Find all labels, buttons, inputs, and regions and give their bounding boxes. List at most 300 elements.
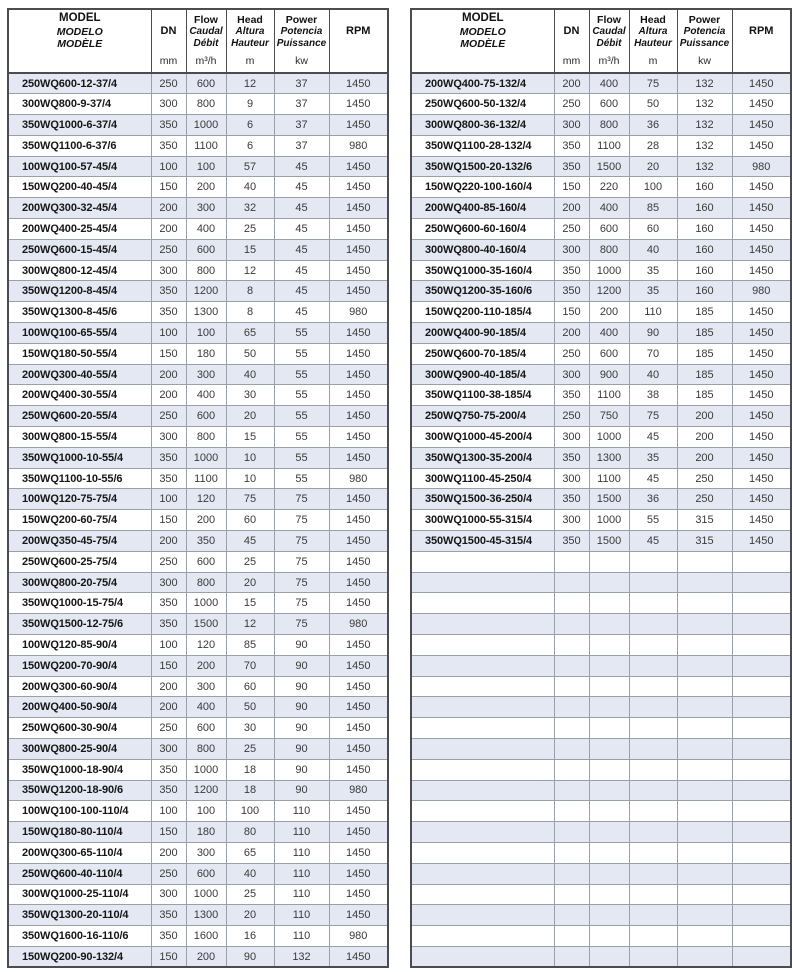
table-row — [411, 323, 791, 344]
power-label-es: Potencia — [683, 25, 726, 37]
rpm-label: RPM — [346, 25, 371, 38]
power-cell: 45 — [274, 219, 329, 240]
dn-cell — [554, 905, 589, 926]
model-cell: 350WQ1300-35-200/4 — [411, 447, 554, 468]
rpm-cell: 1450 — [329, 239, 388, 260]
table-row — [411, 94, 791, 115]
rpm-cell: 980 — [329, 614, 388, 635]
model-cell: 200WQ350-45-75/4 — [8, 531, 151, 552]
dn-cell — [554, 759, 589, 780]
rpm-cell: 1450 — [732, 531, 791, 552]
dn-cell: 200 — [151, 676, 186, 697]
model-cell — [411, 946, 554, 967]
table-row — [8, 926, 388, 947]
table-row — [8, 572, 388, 593]
model-cell — [411, 780, 554, 801]
dn-cell: 350 — [151, 115, 186, 136]
flow-cell: 1200 — [186, 281, 226, 302]
dn-cell: 350 — [151, 281, 186, 302]
power-unit: kw — [295, 55, 308, 67]
power-cell: 200 — [677, 427, 732, 448]
model-unit — [9, 53, 151, 72]
flow-cell — [589, 946, 629, 967]
rpm-unit — [733, 53, 791, 72]
head-cell: 6 — [226, 135, 274, 156]
rpm-cell: 1450 — [329, 323, 388, 344]
table-row — [8, 614, 388, 635]
power-cell: 45 — [274, 198, 329, 219]
table-row — [8, 510, 388, 531]
dn-cell: 250 — [554, 343, 589, 364]
dn-cell: 250 — [151, 73, 186, 94]
model-cell: 250WQ600-12-37/4 — [8, 73, 151, 94]
table-row — [8, 406, 388, 427]
flow-cell: 1000 — [589, 260, 629, 281]
flow-cell: 400 — [589, 198, 629, 219]
model-cell: 300WQ800-12-45/4 — [8, 260, 151, 281]
dn-cell: 350 — [151, 302, 186, 323]
dn-cell: 100 — [151, 635, 186, 656]
flow-cell: 100 — [186, 801, 226, 822]
rpm-cell: 980 — [329, 135, 388, 156]
power-cell: 185 — [677, 323, 732, 344]
flow-cell: 1100 — [186, 468, 226, 489]
model-cell — [411, 655, 554, 676]
dn-cell: 300 — [151, 427, 186, 448]
flow-cell: 300 — [186, 676, 226, 697]
flow-cell — [589, 780, 629, 801]
dn-cell: 250 — [151, 239, 186, 260]
flow-cell: 1500 — [589, 531, 629, 552]
power-cell: 160 — [677, 260, 732, 281]
empty-row — [411, 635, 791, 656]
table-body-right — [411, 73, 791, 967]
rpm-cell: 980 — [732, 281, 791, 302]
power-cell: 185 — [677, 364, 732, 385]
flow-label-fr: Débit — [596, 37, 622, 49]
rpm-unit — [330, 53, 388, 72]
head-cell: 90 — [226, 946, 274, 967]
flow-cell: 1000 — [186, 593, 226, 614]
head-cell: 18 — [226, 759, 274, 780]
head-cell — [629, 926, 677, 947]
head-cell: 40 — [629, 364, 677, 385]
power-cell: 37 — [274, 115, 329, 136]
table-row — [411, 115, 791, 136]
head-cell — [629, 614, 677, 635]
power-cell: 55 — [274, 406, 329, 427]
flow-cell: 800 — [186, 427, 226, 448]
head-cell — [629, 739, 677, 760]
power-cell: 45 — [274, 302, 329, 323]
table-row — [411, 531, 791, 552]
dn-cell: 250 — [151, 551, 186, 572]
table-row — [8, 73, 388, 94]
flow-cell: 800 — [589, 239, 629, 260]
flow-cell — [589, 801, 629, 822]
flow-cell: 180 — [186, 822, 226, 843]
table-row — [8, 94, 388, 115]
table-row — [8, 177, 388, 198]
flow-cell: 100 — [186, 156, 226, 177]
rpm-cell: 1450 — [329, 156, 388, 177]
empty-row — [411, 572, 791, 593]
model-cell — [411, 635, 554, 656]
head-cell: 38 — [629, 385, 677, 406]
flow-cell: 400 — [589, 73, 629, 94]
table-row — [8, 759, 388, 780]
flow-cell — [589, 926, 629, 947]
model-cell: 350WQ1500-12-75/6 — [8, 614, 151, 635]
head-cell — [629, 655, 677, 676]
power-cell — [677, 739, 732, 760]
rpm-cell: 1450 — [732, 323, 791, 344]
head-cell: 110 — [629, 302, 677, 323]
model-cell: 350WQ1000-15-75/4 — [8, 593, 151, 614]
power-cell: 55 — [274, 343, 329, 364]
power-cell: 110 — [274, 801, 329, 822]
power-cell: 55 — [274, 364, 329, 385]
dn-cell — [554, 946, 589, 967]
column-header-rpm — [732, 9, 791, 73]
dn-cell: 350 — [554, 260, 589, 281]
table-header — [411, 9, 791, 73]
dn-cell: 350 — [554, 281, 589, 302]
head-cell: 50 — [226, 697, 274, 718]
flow-cell — [589, 593, 629, 614]
table-header — [8, 9, 388, 73]
rpm-cell: 1450 — [329, 115, 388, 136]
head-cell: 50 — [629, 94, 677, 115]
model-cell: 350WQ1300-8-45/6 — [8, 302, 151, 323]
power-cell: 132 — [274, 946, 329, 967]
empty-row — [411, 801, 791, 822]
model-cell — [411, 739, 554, 760]
power-cell: 200 — [677, 406, 732, 427]
column-header-rpm — [329, 9, 388, 73]
head-cell — [629, 759, 677, 780]
flow-cell: 400 — [186, 697, 226, 718]
flow-cell: 1000 — [186, 759, 226, 780]
rpm-cell: 1450 — [329, 427, 388, 448]
rpm-cell: 1450 — [329, 655, 388, 676]
rpm-cell — [732, 614, 791, 635]
head-cell: 20 — [226, 572, 274, 593]
model-cell: 200WQ400-85-160/4 — [411, 198, 554, 219]
model-cell: 350WQ1500-20-132/6 — [411, 156, 554, 177]
model-cell: 350WQ1100-38-185/4 — [411, 385, 554, 406]
dn-cell: 350 — [151, 447, 186, 468]
power-cell: 90 — [274, 697, 329, 718]
model-label-fr: MODÈLE — [460, 38, 506, 51]
dn-cell: 300 — [151, 260, 186, 281]
model-cell: 150WQ200-60-75/4 — [8, 510, 151, 531]
model-cell — [411, 822, 554, 843]
model-cell — [411, 614, 554, 635]
model-cell: 250WQ600-15-45/4 — [8, 239, 151, 260]
model-label-es: MODELO — [459, 25, 506, 38]
flow-cell — [589, 863, 629, 884]
dn-unit: mm — [562, 55, 581, 67]
rpm-cell: 1450 — [732, 489, 791, 510]
head-label-fr: Hauteur — [634, 37, 672, 49]
model-cell: 250WQ600-30-90/4 — [8, 718, 151, 739]
head-cell — [629, 697, 677, 718]
table-row — [8, 260, 388, 281]
rpm-cell: 1450 — [732, 135, 791, 156]
dn-cell: 300 — [151, 739, 186, 760]
power-label-en: Power — [688, 13, 721, 26]
empty-row — [411, 676, 791, 697]
head-cell: 65 — [226, 842, 274, 863]
column-header-model — [411, 9, 554, 73]
flow-cell: 200 — [589, 302, 629, 323]
head-cell: 25 — [226, 739, 274, 760]
power-cell: 315 — [677, 531, 732, 552]
table-row — [8, 822, 388, 843]
model-cell: 350WQ1000-18-90/4 — [8, 759, 151, 780]
head-cell: 20 — [226, 406, 274, 427]
rpm-cell: 1450 — [329, 385, 388, 406]
rpm-cell: 1450 — [329, 635, 388, 656]
flow-cell — [589, 635, 629, 656]
head-cell: 75 — [226, 489, 274, 510]
head-cell — [629, 572, 677, 593]
power-cell: 110 — [274, 905, 329, 926]
model-cell: 100WQ120-75-75/4 — [8, 489, 151, 510]
dn-cell: 200 — [151, 697, 186, 718]
column-header-dn — [554, 9, 589, 73]
table-row — [8, 842, 388, 863]
table-row — [411, 260, 791, 281]
dn-cell — [554, 551, 589, 572]
head-cell: 65 — [226, 323, 274, 344]
model-label-en: MODEL — [58, 12, 101, 25]
dn-cell: 300 — [554, 239, 589, 260]
power-cell: 75 — [274, 593, 329, 614]
dn-cell: 350 — [151, 593, 186, 614]
table-row — [411, 343, 791, 364]
empty-row — [411, 739, 791, 760]
model-cell: 250WQ600-60-160/4 — [411, 219, 554, 240]
flow-cell: 800 — [589, 115, 629, 136]
dn-cell: 200 — [151, 842, 186, 863]
head-cell: 80 — [226, 822, 274, 843]
dn-cell: 300 — [151, 572, 186, 593]
dn-cell: 350 — [554, 489, 589, 510]
empty-row — [411, 718, 791, 739]
model-cell — [411, 718, 554, 739]
model-cell: 100WQ100-65-55/4 — [8, 323, 151, 344]
table-row — [411, 73, 791, 94]
rpm-cell: 1450 — [732, 447, 791, 468]
rpm-cell — [732, 926, 791, 947]
power-cell: 110 — [274, 863, 329, 884]
model-cell: 350WQ1300-20-110/4 — [8, 905, 151, 926]
rpm-cell: 1450 — [329, 759, 388, 780]
empty-row — [411, 905, 791, 926]
power-cell — [677, 572, 732, 593]
table-row — [411, 427, 791, 448]
column-header-flow — [589, 9, 629, 73]
power-cell: 132 — [677, 156, 732, 177]
table-row — [411, 489, 791, 510]
rpm-cell — [732, 718, 791, 739]
table-row — [8, 302, 388, 323]
model-cell — [411, 842, 554, 863]
power-cell: 132 — [677, 115, 732, 136]
head-cell: 45 — [629, 531, 677, 552]
table-row — [8, 551, 388, 572]
flow-cell: 1100 — [589, 135, 629, 156]
dn-cell: 150 — [554, 302, 589, 323]
table-row — [411, 177, 791, 198]
table-body-left — [8, 73, 388, 967]
table-row — [8, 489, 388, 510]
power-cell: 55 — [274, 427, 329, 448]
table-row — [8, 239, 388, 260]
head-cell: 60 — [629, 219, 677, 240]
head-label-es: Altura — [638, 25, 668, 37]
flow-cell: 1300 — [186, 302, 226, 323]
power-cell — [677, 593, 732, 614]
table-row — [8, 884, 388, 905]
power-cell: 37 — [274, 94, 329, 115]
table-row — [411, 135, 791, 156]
dn-cell — [554, 863, 589, 884]
table-row — [8, 115, 388, 136]
dn-cell — [554, 635, 589, 656]
head-cell: 10 — [226, 447, 274, 468]
head-cell: 36 — [629, 489, 677, 510]
dn-cell: 350 — [151, 780, 186, 801]
model-cell: 200WQ300-32-45/4 — [8, 198, 151, 219]
power-cell: 160 — [677, 177, 732, 198]
power-label-en: Power — [285, 13, 318, 26]
rpm-cell: 980 — [329, 926, 388, 947]
table-row — [8, 655, 388, 676]
empty-row — [411, 614, 791, 635]
flow-cell: 350 — [186, 531, 226, 552]
flow-cell: 400 — [589, 323, 629, 344]
dn-cell: 100 — [151, 323, 186, 344]
head-cell: 85 — [226, 635, 274, 656]
dn-cell: 300 — [554, 427, 589, 448]
head-cell: 60 — [226, 510, 274, 531]
rpm-cell — [732, 842, 791, 863]
table-row — [8, 780, 388, 801]
table-row — [8, 593, 388, 614]
head-cell: 18 — [226, 780, 274, 801]
dn-cell: 200 — [554, 73, 589, 94]
flow-unit: m³/h — [598, 55, 620, 67]
head-cell: 9 — [226, 94, 274, 115]
flow-cell: 200 — [186, 177, 226, 198]
flow-cell: 1000 — [186, 115, 226, 136]
rpm-cell: 1450 — [329, 94, 388, 115]
header-row — [411, 9, 791, 73]
rpm-cell: 1450 — [329, 946, 388, 967]
model-cell: 250WQ600-20-55/4 — [8, 406, 151, 427]
model-cell: 300WQ1000-45-200/4 — [411, 427, 554, 448]
head-cell — [629, 863, 677, 884]
rpm-cell: 980 — [329, 780, 388, 801]
dn-cell: 350 — [151, 135, 186, 156]
power-cell: 55 — [274, 447, 329, 468]
rpm-cell: 1450 — [329, 343, 388, 364]
head-cell: 30 — [226, 718, 274, 739]
table-row — [8, 447, 388, 468]
power-cell: 45 — [274, 281, 329, 302]
dn-cell: 350 — [151, 905, 186, 926]
head-cell: 35 — [629, 260, 677, 281]
dn-cell: 350 — [554, 156, 589, 177]
flow-cell: 1100 — [186, 135, 226, 156]
dn-cell: 100 — [151, 489, 186, 510]
flow-cell: 600 — [186, 863, 226, 884]
power-cell: 55 — [274, 323, 329, 344]
model-cell: 250WQ750-75-200/4 — [411, 406, 554, 427]
model-cell: 350WQ1000-10-55/4 — [8, 447, 151, 468]
head-cell: 12 — [226, 73, 274, 94]
model-cell: 200WQ400-30-55/4 — [8, 385, 151, 406]
model-cell: 250WQ600-50-132/4 — [411, 94, 554, 115]
flow-cell: 1000 — [589, 510, 629, 531]
dn-cell — [554, 614, 589, 635]
power-cell — [677, 718, 732, 739]
model-cell: 200WQ300-65-110/4 — [8, 842, 151, 863]
rpm-cell: 1450 — [329, 177, 388, 198]
model-cell: 350WQ1100-28-132/4 — [411, 135, 554, 156]
flow-cell — [589, 822, 629, 843]
flow-cell: 120 — [186, 635, 226, 656]
flow-cell: 1600 — [186, 926, 226, 947]
table-row — [411, 302, 791, 323]
head-cell: 100 — [226, 801, 274, 822]
model-cell: 300WQ800-9-37/4 — [8, 94, 151, 115]
power-cell — [677, 842, 732, 863]
flow-cell: 400 — [186, 385, 226, 406]
rpm-cell: 1450 — [732, 94, 791, 115]
head-cell — [629, 635, 677, 656]
head-cell: 15 — [226, 239, 274, 260]
power-cell: 75 — [274, 510, 329, 531]
model-cell: 350WQ1000-35-160/4 — [411, 260, 554, 281]
table-row — [411, 406, 791, 427]
dn-cell: 150 — [151, 946, 186, 967]
power-cell: 185 — [677, 302, 732, 323]
rpm-cell: 1450 — [329, 697, 388, 718]
flow-cell — [589, 718, 629, 739]
flow-cell — [589, 551, 629, 572]
dn-cell: 350 — [554, 385, 589, 406]
rpm-cell: 1450 — [329, 842, 388, 863]
flow-cell: 220 — [589, 177, 629, 198]
head-unit: m — [245, 55, 255, 67]
power-cell: 160 — [677, 198, 732, 219]
dn-label: DN — [160, 25, 177, 38]
flow-cell: 600 — [186, 239, 226, 260]
power-cell: 90 — [274, 718, 329, 739]
empty-row — [411, 884, 791, 905]
head-cell: 12 — [226, 260, 274, 281]
rpm-cell: 1450 — [732, 385, 791, 406]
rpm-cell: 1450 — [329, 676, 388, 697]
flow-unit: m³/h — [195, 55, 217, 67]
flow-cell: 1300 — [589, 447, 629, 468]
rpm-label: RPM — [749, 25, 774, 38]
rpm-cell: 1450 — [329, 281, 388, 302]
